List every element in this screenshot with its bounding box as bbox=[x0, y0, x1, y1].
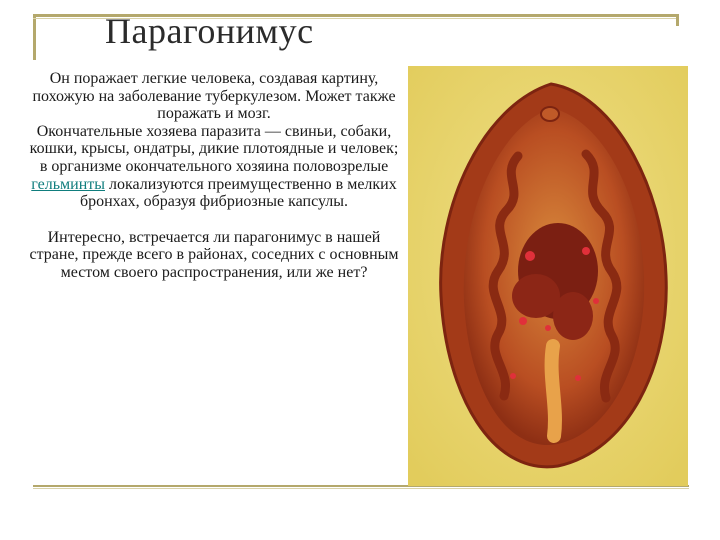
frame-left-line bbox=[33, 14, 36, 60]
paragraph-1c-text: локализуются преимущественно в мелких бронхах, образуя фибриозные капсулы. bbox=[79, 175, 397, 211]
fluke-spot bbox=[525, 251, 535, 261]
fluke-spot bbox=[519, 317, 527, 325]
fluke-spot bbox=[510, 373, 516, 379]
fluke-central-organ-3 bbox=[553, 292, 593, 340]
fluke-spot bbox=[545, 325, 551, 331]
paragraph-1a: Он поражает легкие человека, создавая картину, похожую на заболевание туберкулезом. Может также поражать и мозг. bbox=[32, 70, 396, 123]
frame-bottom-line-shadow bbox=[33, 488, 689, 489]
frame-right-tick bbox=[676, 14, 679, 26]
fluke-oral-sucker bbox=[541, 107, 559, 121]
fluke-central-organ-2 bbox=[512, 274, 560, 318]
helminths-link[interactable]: гельминты bbox=[31, 175, 105, 193]
paragraph-2: Интересно, встречается ли парагонимус в нашей стране, прежде всего в районах, соседних с основным местом своего распространения, или же нет? bbox=[29, 228, 399, 281]
fluke-center-stripe bbox=[552, 346, 555, 436]
fluke-spot bbox=[582, 247, 590, 255]
slide-text bbox=[28, 70, 400, 282]
slide-title: Парагонимус bbox=[105, 11, 314, 51]
paragonimus-fluke-photo bbox=[408, 66, 688, 486]
paragraph-1b bbox=[28, 123, 400, 211]
paragraph-1b-text: Окончательные хозяева паразита — свиньи, собаки, кошки, крысы, ондатры, дикие плотоядные и человек; в организме окончательного хозяина половозрелые bbox=[29, 122, 399, 175]
fluke-spot bbox=[575, 375, 581, 381]
fluke-spot bbox=[593, 298, 599, 304]
